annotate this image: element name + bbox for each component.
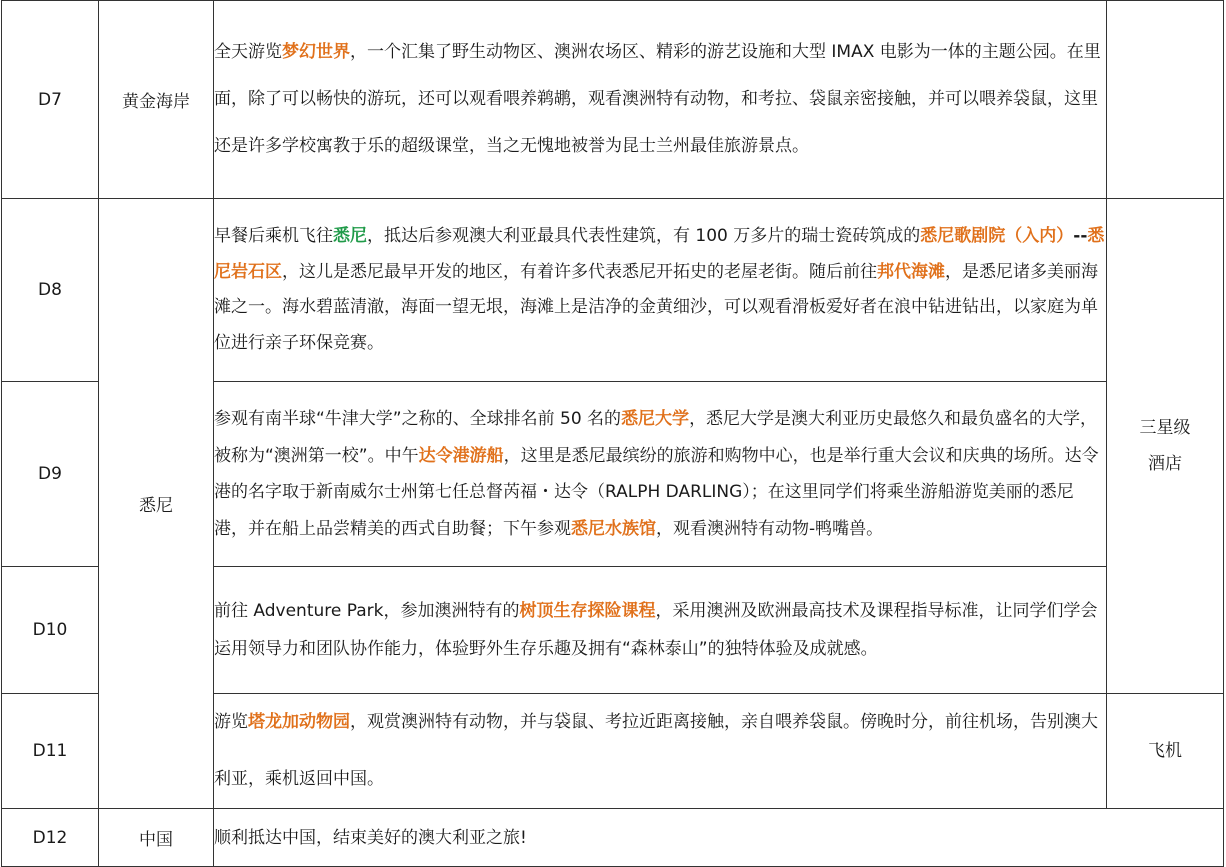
- activity-description: [214, 567, 1107, 694]
- activity-description: [214, 1, 1107, 199]
- highlight-attraction: 塔龙加动物园: [248, 712, 350, 732]
- day-cell: D9: [2, 382, 99, 567]
- activity-description: [214, 809, 1224, 867]
- activity-description: [214, 694, 1107, 809]
- lodging-hotel-line1: 三星级: [1139, 418, 1191, 438]
- itinerary-row-d12: [2, 809, 1224, 867]
- text-segment: 游览: [214, 712, 248, 732]
- text-segment: ，观看澳洲特有动物-鸭嘴兽。: [656, 518, 884, 539]
- highlight-attraction: 悉尼岩石区: [214, 226, 1105, 282]
- text-segment: ，抵达后参观澳大利亚最具代表性建筑，有 100 万多片的瑞士瓷砖筑成的: [367, 226, 921, 246]
- day-cell: D12: [2, 809, 99, 867]
- highlight-city: 悉尼: [333, 226, 367, 246]
- text-segment: ，这里是悉尼最缤纷的旅游和购物中心，也是举行重大会议和庆典的场所。达令港的名字取于新南威尔士州第七任总督芮福・达令（RALPH DARLING）；在这里同学们将乘坐游船游览美丽的悉尼港，并在船上品尝精美的西式自助餐；下午参观: [214, 445, 1099, 539]
- highlight-attraction: 树顶生存探险课程: [519, 601, 656, 621]
- text-segment: ，采用澳洲及欧洲最高技术及课程指导标准，让同学们学会运用领导力和团队协作能力，体验野外生存乐趣及拥有“森林泰山”的独特体验及成就感。: [214, 601, 1098, 659]
- activity-description: [214, 199, 1107, 382]
- day-cell: D10: [2, 567, 99, 694]
- day-cell: D7: [2, 1, 99, 199]
- itinerary-row-d8: [2, 199, 1224, 382]
- text-segment: ，是悉尼诸多美丽海滩之一。海水碧蓝清澈，海面一望无垠，海滩上是洁净的金黄细沙，可以观看滑板爱好者在浪中钻进钻出，以家庭为单位进行亲子环保竞赛。: [214, 261, 1098, 353]
- location-cell: 悉尼: [99, 199, 214, 809]
- text-segment: 早餐后乘机飞往: [214, 226, 333, 246]
- day-cell: D11: [2, 694, 99, 809]
- location-cell: 黄金海岸: [99, 1, 214, 199]
- highlight-attraction: 悉尼大学: [621, 409, 690, 429]
- text-segment: 参观有南半球“牛津大学”之称的、全球排名前 50 名的: [214, 409, 622, 429]
- text-segment: ，悉尼大学是澳大利亚历史最悠久和最负盛名的大学，被称为“澳洲第一校”。中午: [214, 409, 1098, 466]
- text-segment: ，这儿是悉尼最早开发的地区，有着许多代表悉尼开拓史的老屋老街。随后前往: [282, 261, 877, 282]
- lodging-hotel-line2: 酒店: [1148, 454, 1182, 474]
- text-segment-bold: --: [1073, 226, 1088, 246]
- highlight-attraction: 达令港游船: [418, 445, 504, 466]
- itinerary-table: [1, 0, 1224, 867]
- lodging-cell-empty: [1107, 1, 1224, 199]
- text-segment: ，一个汇集了野生动物区、澳洲农场区、精彩的游艺设施和大型 IMAX 电影为一体的主题公园。在里面，除了可以畅快的游玩，还可以观看喂养鹈鹕，观看澳洲特有动物，和考拉、袋鼠亲密接触，并可以喂养袋鼠，这里还是许多学校寓教于乐的超级课堂，当之无愧地被誉为昆士兰州最佳旅游景点。: [214, 42, 1101, 156]
- text-segment: 顺利抵达中国，结束美好的澳大利亚之旅!: [214, 827, 527, 848]
- lodging-cell-flight: 飞机: [1107, 694, 1224, 809]
- highlight-attraction: 梦幻世界: [282, 42, 350, 62]
- itinerary-row-d7: [2, 1, 1224, 199]
- lodging-cell-hotel: [1107, 199, 1224, 694]
- highlight-attraction: 悉尼歌剧院（入内）: [920, 226, 1074, 246]
- activity-description: [214, 382, 1107, 567]
- text-segment: 全天游览: [214, 42, 282, 62]
- text-segment: ，观赏澳洲特有动物，并与袋鼠、考拉近距离接触，亲自喂养袋鼠。傍晚时分，前往机场，告别澳大利亚，乘机返回中国。: [214, 712, 1098, 789]
- highlight-attraction: 邦代海滩: [877, 261, 945, 282]
- text-segment: 前往 Adventure Park，参加澳洲特有的: [214, 601, 520, 621]
- location-cell: 中国: [99, 809, 214, 867]
- day-cell: D8: [2, 199, 99, 382]
- highlight-attraction: 悉尼水族馆: [571, 518, 656, 539]
